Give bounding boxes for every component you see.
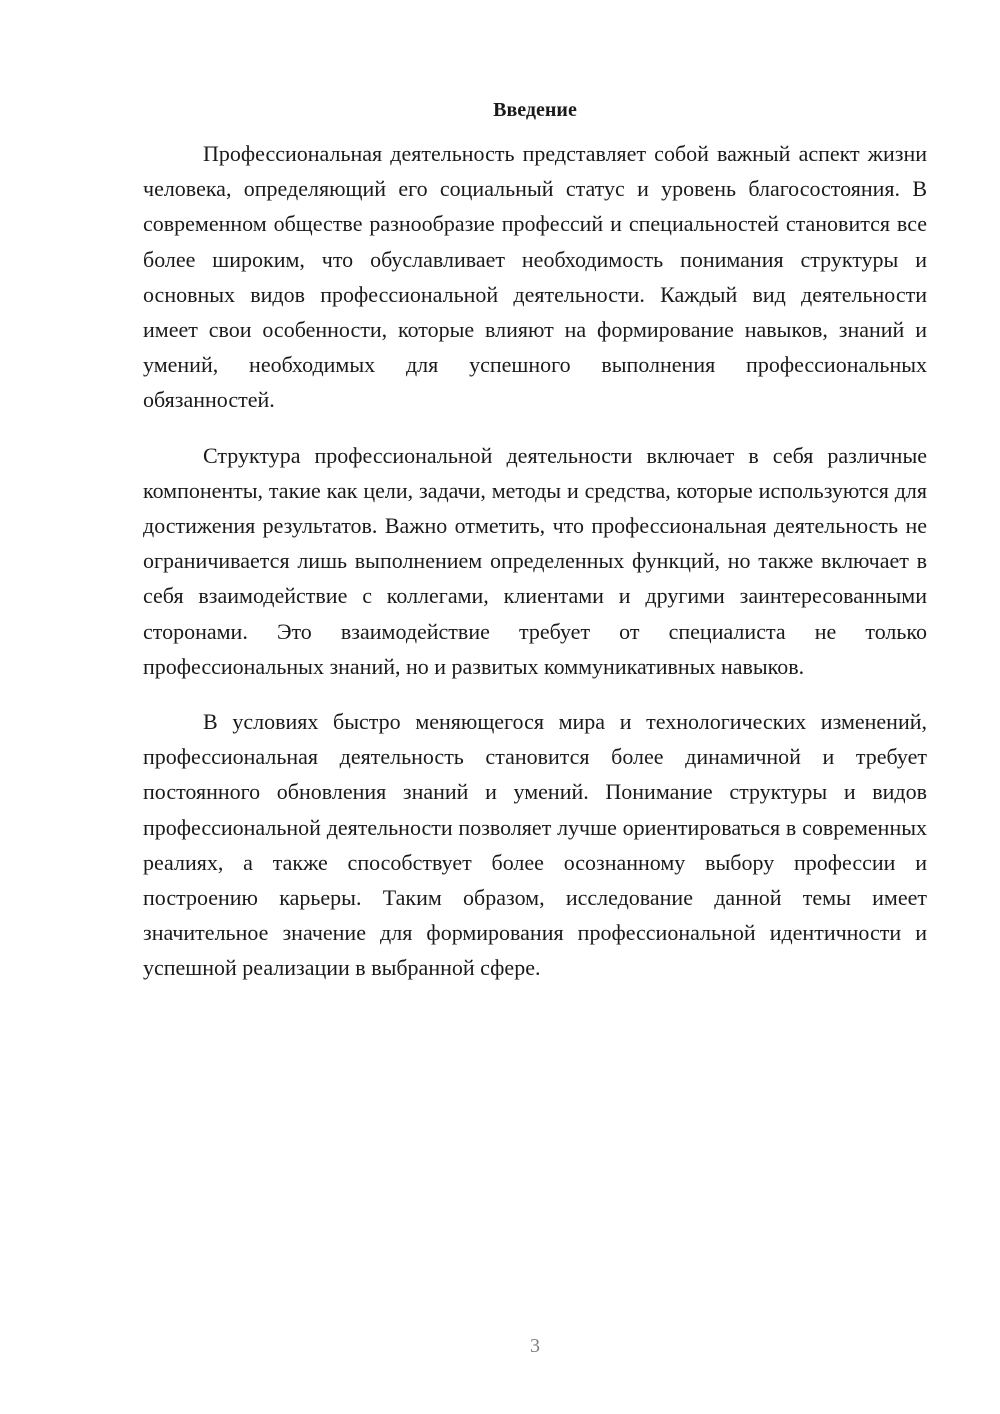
section-heading: Введение <box>493 99 577 121</box>
paragraph-1: Профессиональная деятельность представляет собой важный аспект жизни человека, определяющий его социальный статус и уровень благосостояния. В современном обществе разнообразие профессий и специальностей становится все более широким, что обуславливает необходимость понимания структуры и основных видов профессиональной деятельности. Каждый вид деятельности имеет свои особенности, которые влияют на формирование навыков, знаний и умений, необходимых для успешного выполнения профессиональных обязанностей. <box>143 141 927 413</box>
page-number: 3 <box>530 1335 540 1357</box>
paragraph-2: Структура профессиональной деятельности включает в себя различные компоненты, такие как цели, задачи, методы и средства, которые используются для достижения результатов. Важно отметить, что профессиональная деятельность не ограничивается лишь выполнением определенных функций, но также включает в себя взаимодействие с коллегами, клиентами и другими заинтересованными сторонами. Это взаимодействие требует от специалиста не только профессиональных знаний, но и развитых коммуникативных навыков. <box>143 442 927 679</box>
paragraph-3: В условиях быстро меняющегося мира и технологических изменений, профессиональная деятельность становится более динамичной и требует постоянного обновления знаний и умений. Понимание структуры и видов профессиональной деятельности позволяет лучше ориентироваться в современных реалиях, а также способствует более осознанному выбору профессии и построению карьеры. Таким образом, исследование данной темы имеет значительное значение для формирования профессиональной идентичности и успешной реализации в выбранной сфере. <box>143 709 927 981</box>
page-content <box>143 94 927 986</box>
